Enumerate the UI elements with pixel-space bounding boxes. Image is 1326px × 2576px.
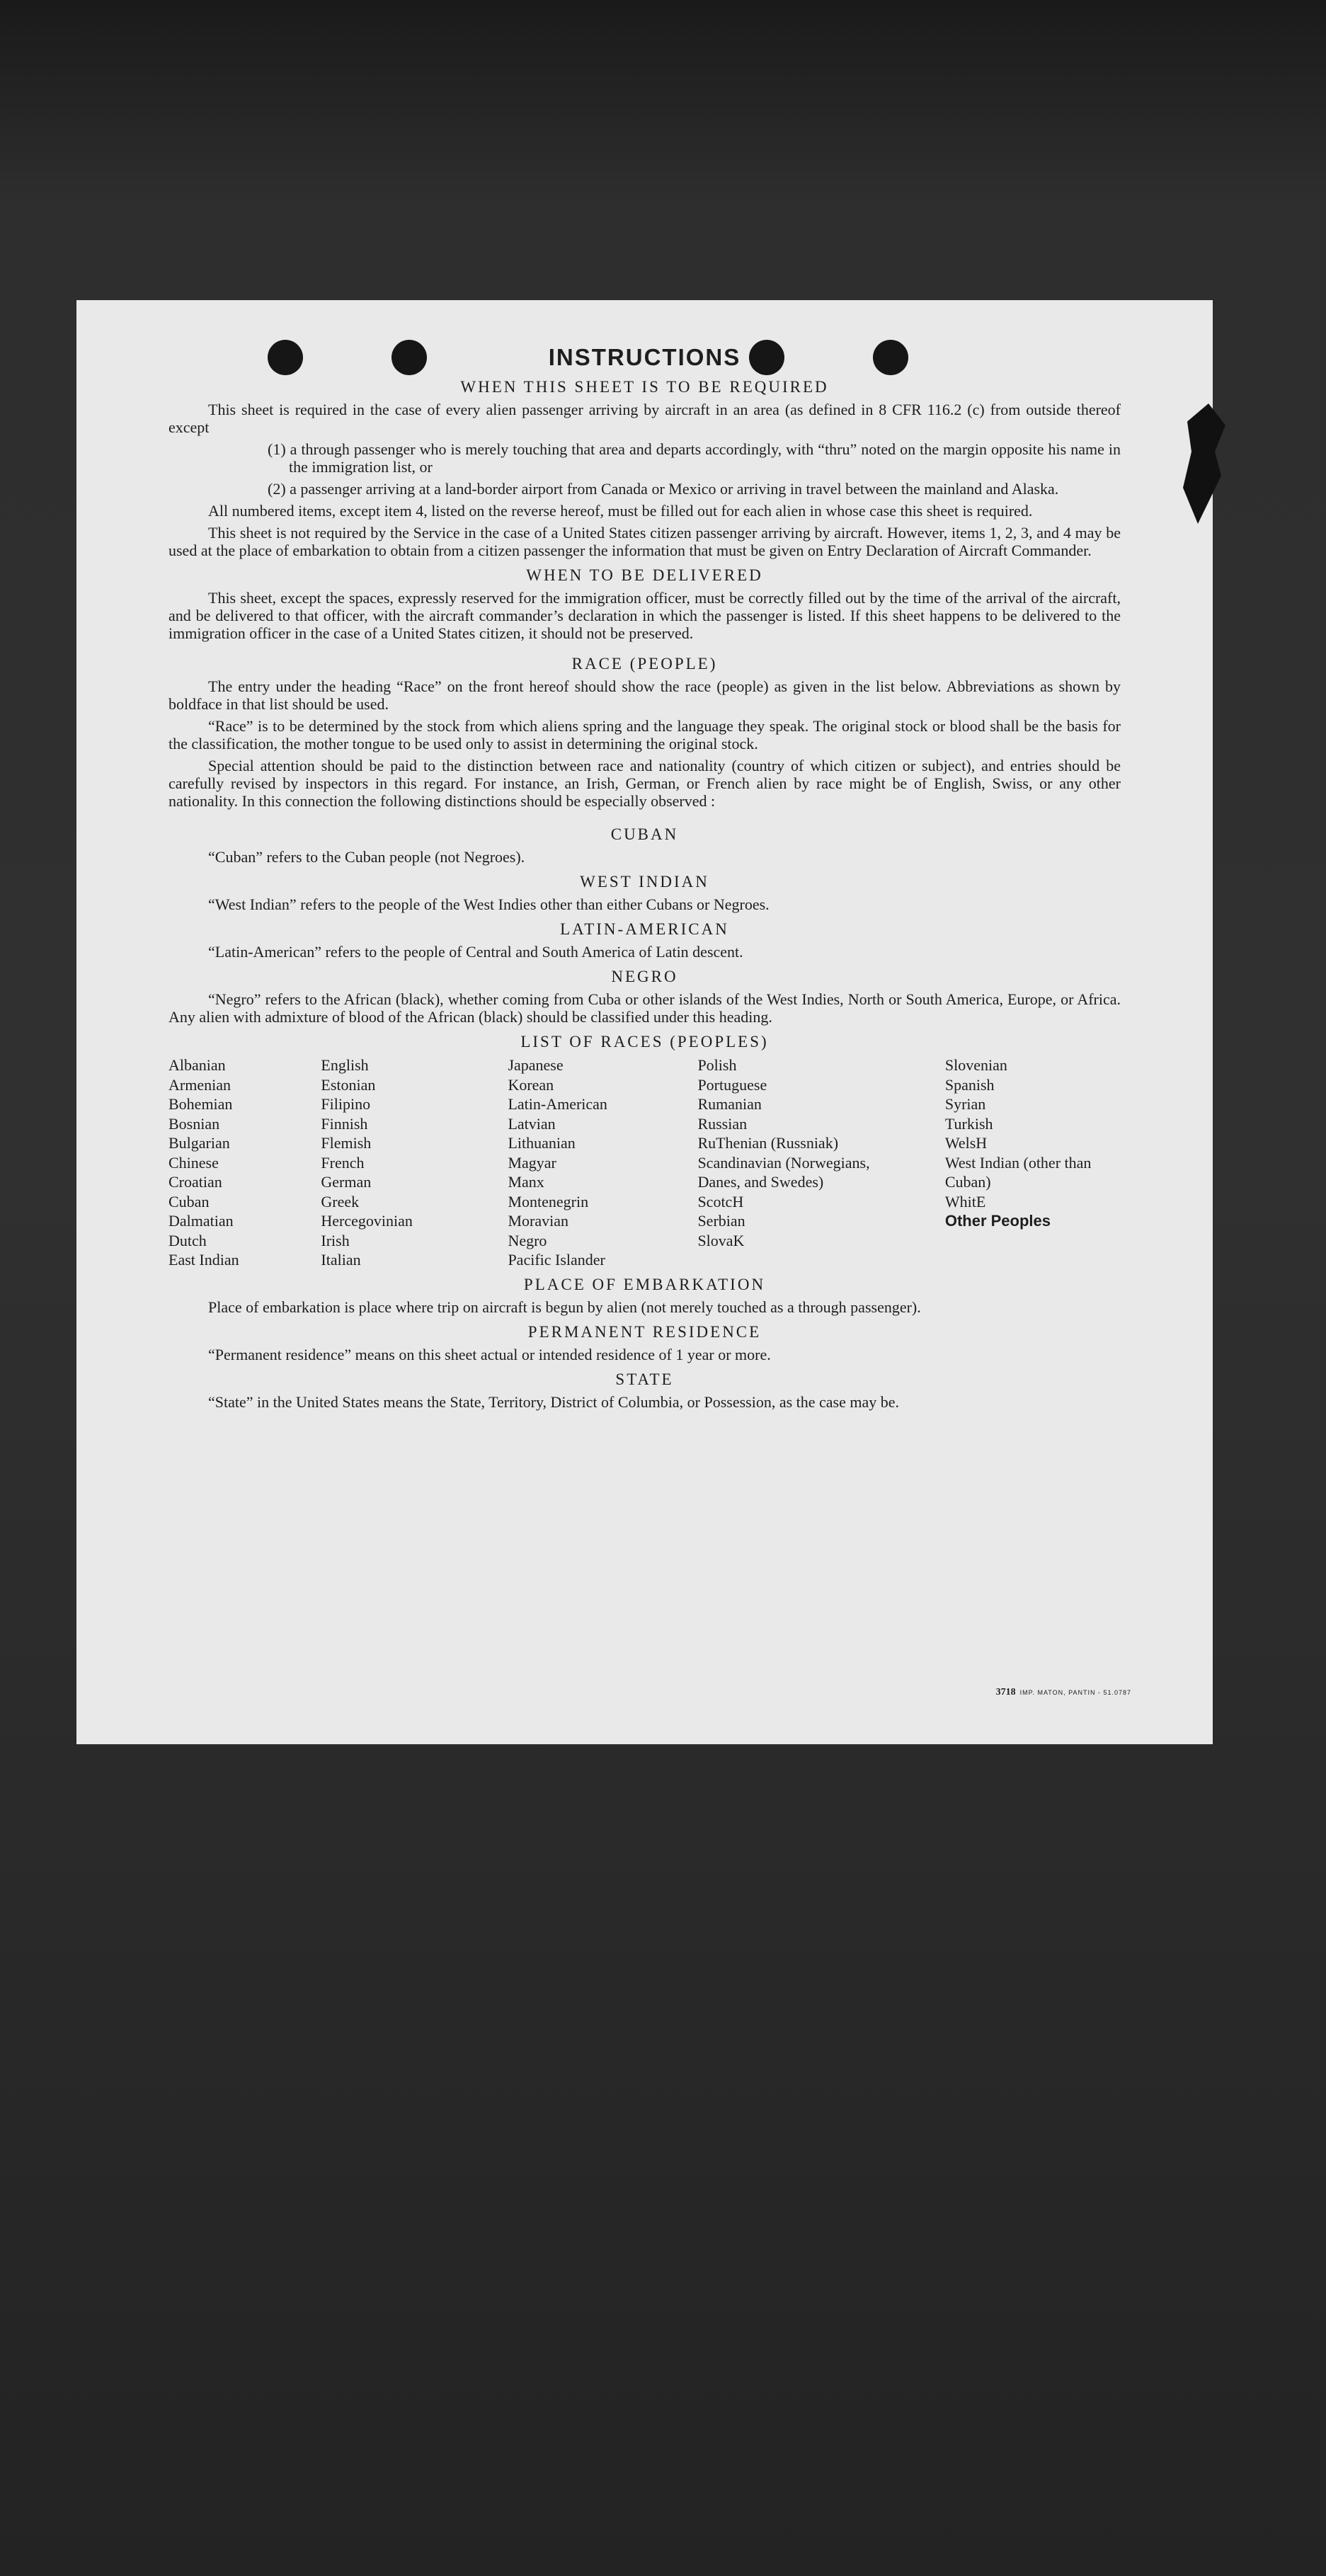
race-item: Finnish bbox=[321, 1114, 368, 1133]
race-item: Magyar bbox=[508, 1153, 556, 1172]
race-item: Korean bbox=[508, 1075, 554, 1094]
race-item: ScotcH bbox=[697, 1192, 744, 1210]
race-item: Cuban bbox=[168, 1192, 210, 1210]
paragraph: “Latin-American” refers to the people of Central and South America of Latin descent. bbox=[208, 943, 743, 961]
section-heading: WHEN THIS SHEET IS TO BE REQUIRED bbox=[460, 378, 829, 396]
race-item: Scandinavian (Norwegians, Danes, and Swedes) bbox=[697, 1153, 870, 1191]
paragraph: “State” in the United States means the State, Territory, District of Columbia, or Possession, as the case may be. bbox=[208, 1392, 900, 1411]
race-item: Montenegrin bbox=[508, 1192, 589, 1210]
race-item: Dutch bbox=[168, 1231, 207, 1249]
race-item: Bulgarian bbox=[168, 1134, 230, 1152]
race-item: Negro bbox=[508, 1231, 547, 1249]
section-heading: LIST OF RACES (PEOPLES) bbox=[520, 1033, 769, 1051]
race-item: Other Peoples bbox=[944, 1212, 1051, 1230]
race-item: West Indian (other than Cuban) bbox=[944, 1153, 1092, 1191]
torn-corner bbox=[1183, 403, 1225, 524]
race-item: Bosnian bbox=[168, 1114, 220, 1133]
section-heading: CUBAN bbox=[610, 825, 679, 843]
form-code: 3718 bbox=[995, 1687, 1016, 1698]
list-item: (2) a passenger arriving at a land-border airport from Canada or Mexico or arriving in travel between the mainland and Alaska. bbox=[268, 480, 1059, 498]
race-item: RuThenian (Russniak) bbox=[697, 1134, 839, 1152]
race-item: Moravian bbox=[508, 1212, 568, 1230]
section-heading: LATIN-AMERICAN bbox=[560, 920, 729, 938]
paragraph: The entry under the heading “Race” on the front hereof should show the race (people) as given in the list below. Abbreviations as shown by boldface in that list should be used. bbox=[168, 677, 1121, 713]
race-item: Filipino bbox=[321, 1095, 371, 1113]
race-item: Portuguese bbox=[697, 1075, 767, 1094]
paragraph: All numbered items, except item 4, listed on the reverse hereof, must be filled out for each alien in whose case this sheet is required. bbox=[208, 502, 1033, 520]
race-item: French bbox=[321, 1153, 365, 1172]
paragraph: Special attention should be paid to the distinction between race and nationality (country of which citizen or subject), and entries should be carefully revised by inspectors in this regard. For instance, an Irish, German, or French alien by race might be of English, Swiss, or any other nationality. In this connection the following distinctions should be especially observed : bbox=[168, 757, 1121, 810]
race-column bbox=[945, 1055, 1121, 1270]
paragraph: “Race” is to be determined by the stock from which aliens spring and the language they speak. The original stock or blood shall be the basis for the classification, the mother tongue to be used only to assist in determining the original stock. bbox=[168, 717, 1121, 752]
punch-hole bbox=[391, 340, 427, 375]
paragraph: This sheet, except the spaces, expressly reserved for the immigration officer, must be correctly filled out by the time of the arrival of the aircraft, and be delivered to that officer, with the aircraft commander’s declaration in which the passenger is listed. If this sheet happens to be delivered to the immigration officer in the case of a United States citizen, it should not be preserved. bbox=[168, 589, 1121, 642]
punch-hole bbox=[873, 340, 908, 375]
race-item: Serbian bbox=[697, 1212, 745, 1230]
race-item: Syrian bbox=[944, 1095, 986, 1113]
section-heading: WHEN TO BE DELIVERED bbox=[526, 566, 763, 584]
paragraph: “Permanent residence” means on this sheet actual or intended residence of 1 year or more. bbox=[208, 1345, 771, 1363]
race-item: Greek bbox=[321, 1192, 360, 1210]
section-heading: STATE bbox=[615, 1370, 674, 1388]
section-heading: NEGRO bbox=[611, 968, 678, 985]
race-item: East Indian bbox=[168, 1251, 239, 1269]
paragraph: This sheet is not required by the Service in the case of a United States citizen passenger arriving by aircraft. However, items 1, 2, 3, and 4 may be used at the place of embarkation to obtain from a citizen passenger the information that must be given on Entry Declaration of Aircraft Commander. bbox=[168, 524, 1121, 559]
printer-mark: IMP. MATON, PANTIN - 51.0787 bbox=[1019, 1689, 1131, 1696]
race-column bbox=[168, 1055, 321, 1270]
race-item: German bbox=[321, 1173, 372, 1191]
race-item: Spanish bbox=[944, 1075, 995, 1094]
race-item: Irish bbox=[321, 1231, 350, 1249]
section-heading: PLACE OF EMBARKATION bbox=[523, 1275, 766, 1293]
race-item: Latvian bbox=[508, 1114, 556, 1133]
race-item: Russian bbox=[697, 1114, 748, 1133]
race-item: Lithuanian bbox=[508, 1134, 576, 1152]
race-column bbox=[321, 1055, 508, 1270]
race-item: Polish bbox=[697, 1056, 737, 1074]
race-column bbox=[508, 1055, 697, 1270]
race-item: Turkish bbox=[944, 1114, 993, 1133]
punch-hole bbox=[749, 340, 784, 375]
paragraph: Place of embarkation is place where trip on aircraft is begun by alien (not merely touched as a through passenger). bbox=[208, 1298, 921, 1316]
paragraph: This sheet is required in the case of every alien passenger arriving by aircraft in an area (as defined in 8 CFR 116.2 (c) from outside thereof except bbox=[168, 401, 1121, 436]
race-item: SlovaK bbox=[697, 1231, 745, 1249]
race-item: WelsH bbox=[944, 1134, 988, 1152]
punch-hole bbox=[268, 340, 303, 375]
page-title: INSTRUCTIONS bbox=[548, 344, 741, 370]
race-item: English bbox=[321, 1056, 369, 1074]
section-heading: WEST INDIAN bbox=[580, 873, 709, 891]
race-list bbox=[168, 1055, 1121, 1270]
race-item: Hercegovinian bbox=[321, 1212, 413, 1230]
section-heading: RACE (PEOPLE) bbox=[571, 655, 718, 672]
race-item: Estonian bbox=[321, 1075, 376, 1094]
race-item: Pacific Islander bbox=[508, 1251, 605, 1269]
print-code bbox=[996, 1687, 1131, 1698]
race-item: Chinese bbox=[168, 1153, 219, 1172]
section-heading: PERMANENT RESIDENCE bbox=[527, 1322, 762, 1341]
paragraph: “Cuban” refers to the Cuban people (not Negroes). bbox=[208, 848, 525, 866]
document-sheet bbox=[76, 300, 1213, 1744]
race-item: Slovenian bbox=[944, 1056, 1007, 1074]
race-item: Rumanian bbox=[697, 1095, 762, 1113]
race-item: Armenian bbox=[168, 1075, 231, 1094]
race-item: Croatian bbox=[168, 1173, 222, 1191]
race-item: Dalmatian bbox=[168, 1212, 234, 1230]
paragraph: “Negro” refers to the African (black), whether coming from Cuba or other islands of the West Indies, North or South America, Europe, or Africa. Any alien with admixture of blood of the African (black) should be classified under this heading. bbox=[168, 990, 1121, 1026]
paragraph: “West Indian” refers to the people of the West Indies other than either Cubans or Negroes. bbox=[208, 895, 770, 913]
race-column bbox=[697, 1055, 944, 1270]
race-item: Latin-American bbox=[508, 1095, 607, 1113]
race-item: Albanian bbox=[168, 1056, 226, 1074]
list-item: (1) a through passenger who is merely touching that area and departs accordingly, with “thru” noted on the margin opposite his name in the immigration list, or bbox=[268, 440, 1121, 476]
race-item: Japanese bbox=[508, 1056, 564, 1074]
race-item: Flemish bbox=[321, 1134, 372, 1152]
race-item: Manx bbox=[508, 1173, 544, 1191]
race-item: Italian bbox=[321, 1251, 361, 1269]
race-item: WhitE bbox=[944, 1192, 986, 1210]
race-item: Bohemian bbox=[168, 1095, 233, 1113]
